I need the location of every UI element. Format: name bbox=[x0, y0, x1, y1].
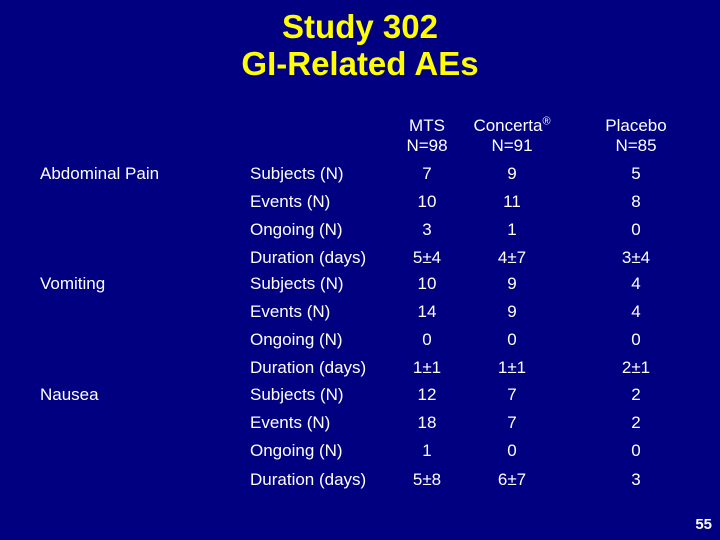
column-name: MTS bbox=[409, 116, 445, 135]
table-cell: 7 bbox=[507, 385, 517, 404]
table-cell: 7 bbox=[507, 413, 517, 432]
table-cell: 4 bbox=[631, 274, 641, 293]
column-n: N=85 bbox=[615, 136, 657, 155]
column-header-concerta bbox=[447, 116, 577, 156]
table-cell: 11 bbox=[503, 192, 521, 211]
column-header-placebo bbox=[571, 116, 701, 156]
table-cell: 10 bbox=[417, 274, 437, 293]
row-label: Ongoing (N) bbox=[250, 330, 343, 349]
row-label: Duration (days) bbox=[250, 358, 367, 377]
column-n: N=98 bbox=[406, 136, 448, 155]
table-cell: 3±4 bbox=[621, 248, 651, 267]
table-cell: 5 bbox=[631, 164, 641, 183]
table-cell: 8 bbox=[631, 192, 641, 211]
table-cell: 9 bbox=[507, 164, 517, 183]
row-label: Duration (days) bbox=[250, 470, 367, 489]
group-label: Abdominal Pain bbox=[40, 164, 160, 183]
row-label: Ongoing (N) bbox=[250, 441, 343, 460]
table-cell: 3 bbox=[631, 470, 641, 489]
table-cell: 10 bbox=[417, 192, 437, 211]
registered-mark: ® bbox=[542, 115, 551, 128]
table-cell: 2 bbox=[631, 413, 641, 432]
group-label: Vomiting bbox=[40, 274, 106, 293]
title-line-1: Study 302 bbox=[282, 8, 438, 45]
row-label: Subjects (N) bbox=[250, 274, 344, 293]
table-cell: 5±8 bbox=[412, 470, 442, 489]
table-cell: 18 bbox=[417, 413, 437, 432]
table-cell: 12 bbox=[417, 385, 437, 404]
table-cell: 0 bbox=[631, 220, 641, 239]
slide-title bbox=[0, 8, 720, 82]
table-cell: 1±1 bbox=[497, 358, 527, 377]
table-cell: 5±4 bbox=[412, 248, 442, 267]
column-n: N=91 bbox=[491, 136, 533, 155]
row-label: Duration (days) bbox=[250, 248, 367, 267]
table-cell: 9 bbox=[507, 302, 517, 321]
table-cell: 0 bbox=[422, 330, 432, 349]
table-cell: 0 bbox=[631, 441, 641, 460]
title-line-2: GI-Related AEs bbox=[241, 45, 479, 82]
table-cell: 4±7 bbox=[497, 248, 527, 267]
table-cell: 1 bbox=[507, 220, 517, 239]
row-label: Ongoing (N) bbox=[250, 220, 343, 239]
table-cell: 3 bbox=[422, 220, 432, 239]
row-label: Events (N) bbox=[250, 192, 331, 211]
table-cell: 6±7 bbox=[497, 470, 527, 489]
table-cell: 4 bbox=[631, 302, 641, 321]
table-cell: 0 bbox=[507, 441, 517, 460]
group-label: Nausea bbox=[40, 385, 99, 404]
column-name-with-mark bbox=[447, 116, 577, 136]
table-cell: 1±1 bbox=[412, 358, 442, 377]
table-cell: 0 bbox=[507, 330, 517, 349]
row-label: Events (N) bbox=[250, 413, 331, 432]
row-label: Events (N) bbox=[250, 302, 331, 321]
table-cell: 1 bbox=[422, 441, 432, 460]
table-cell: 7 bbox=[422, 164, 432, 183]
row-label: Subjects (N) bbox=[250, 385, 344, 404]
table-cell: 2 bbox=[631, 385, 641, 404]
table-cell: 0 bbox=[631, 330, 641, 349]
column-name: Placebo bbox=[605, 116, 667, 135]
table-cell: 14 bbox=[417, 302, 437, 321]
table-cell: 2±1 bbox=[621, 358, 651, 377]
table-cell: 9 bbox=[507, 274, 517, 293]
column-name: Concerta bbox=[473, 116, 543, 135]
row-label: Subjects (N) bbox=[250, 164, 344, 183]
page-number: 55 bbox=[695, 516, 712, 533]
